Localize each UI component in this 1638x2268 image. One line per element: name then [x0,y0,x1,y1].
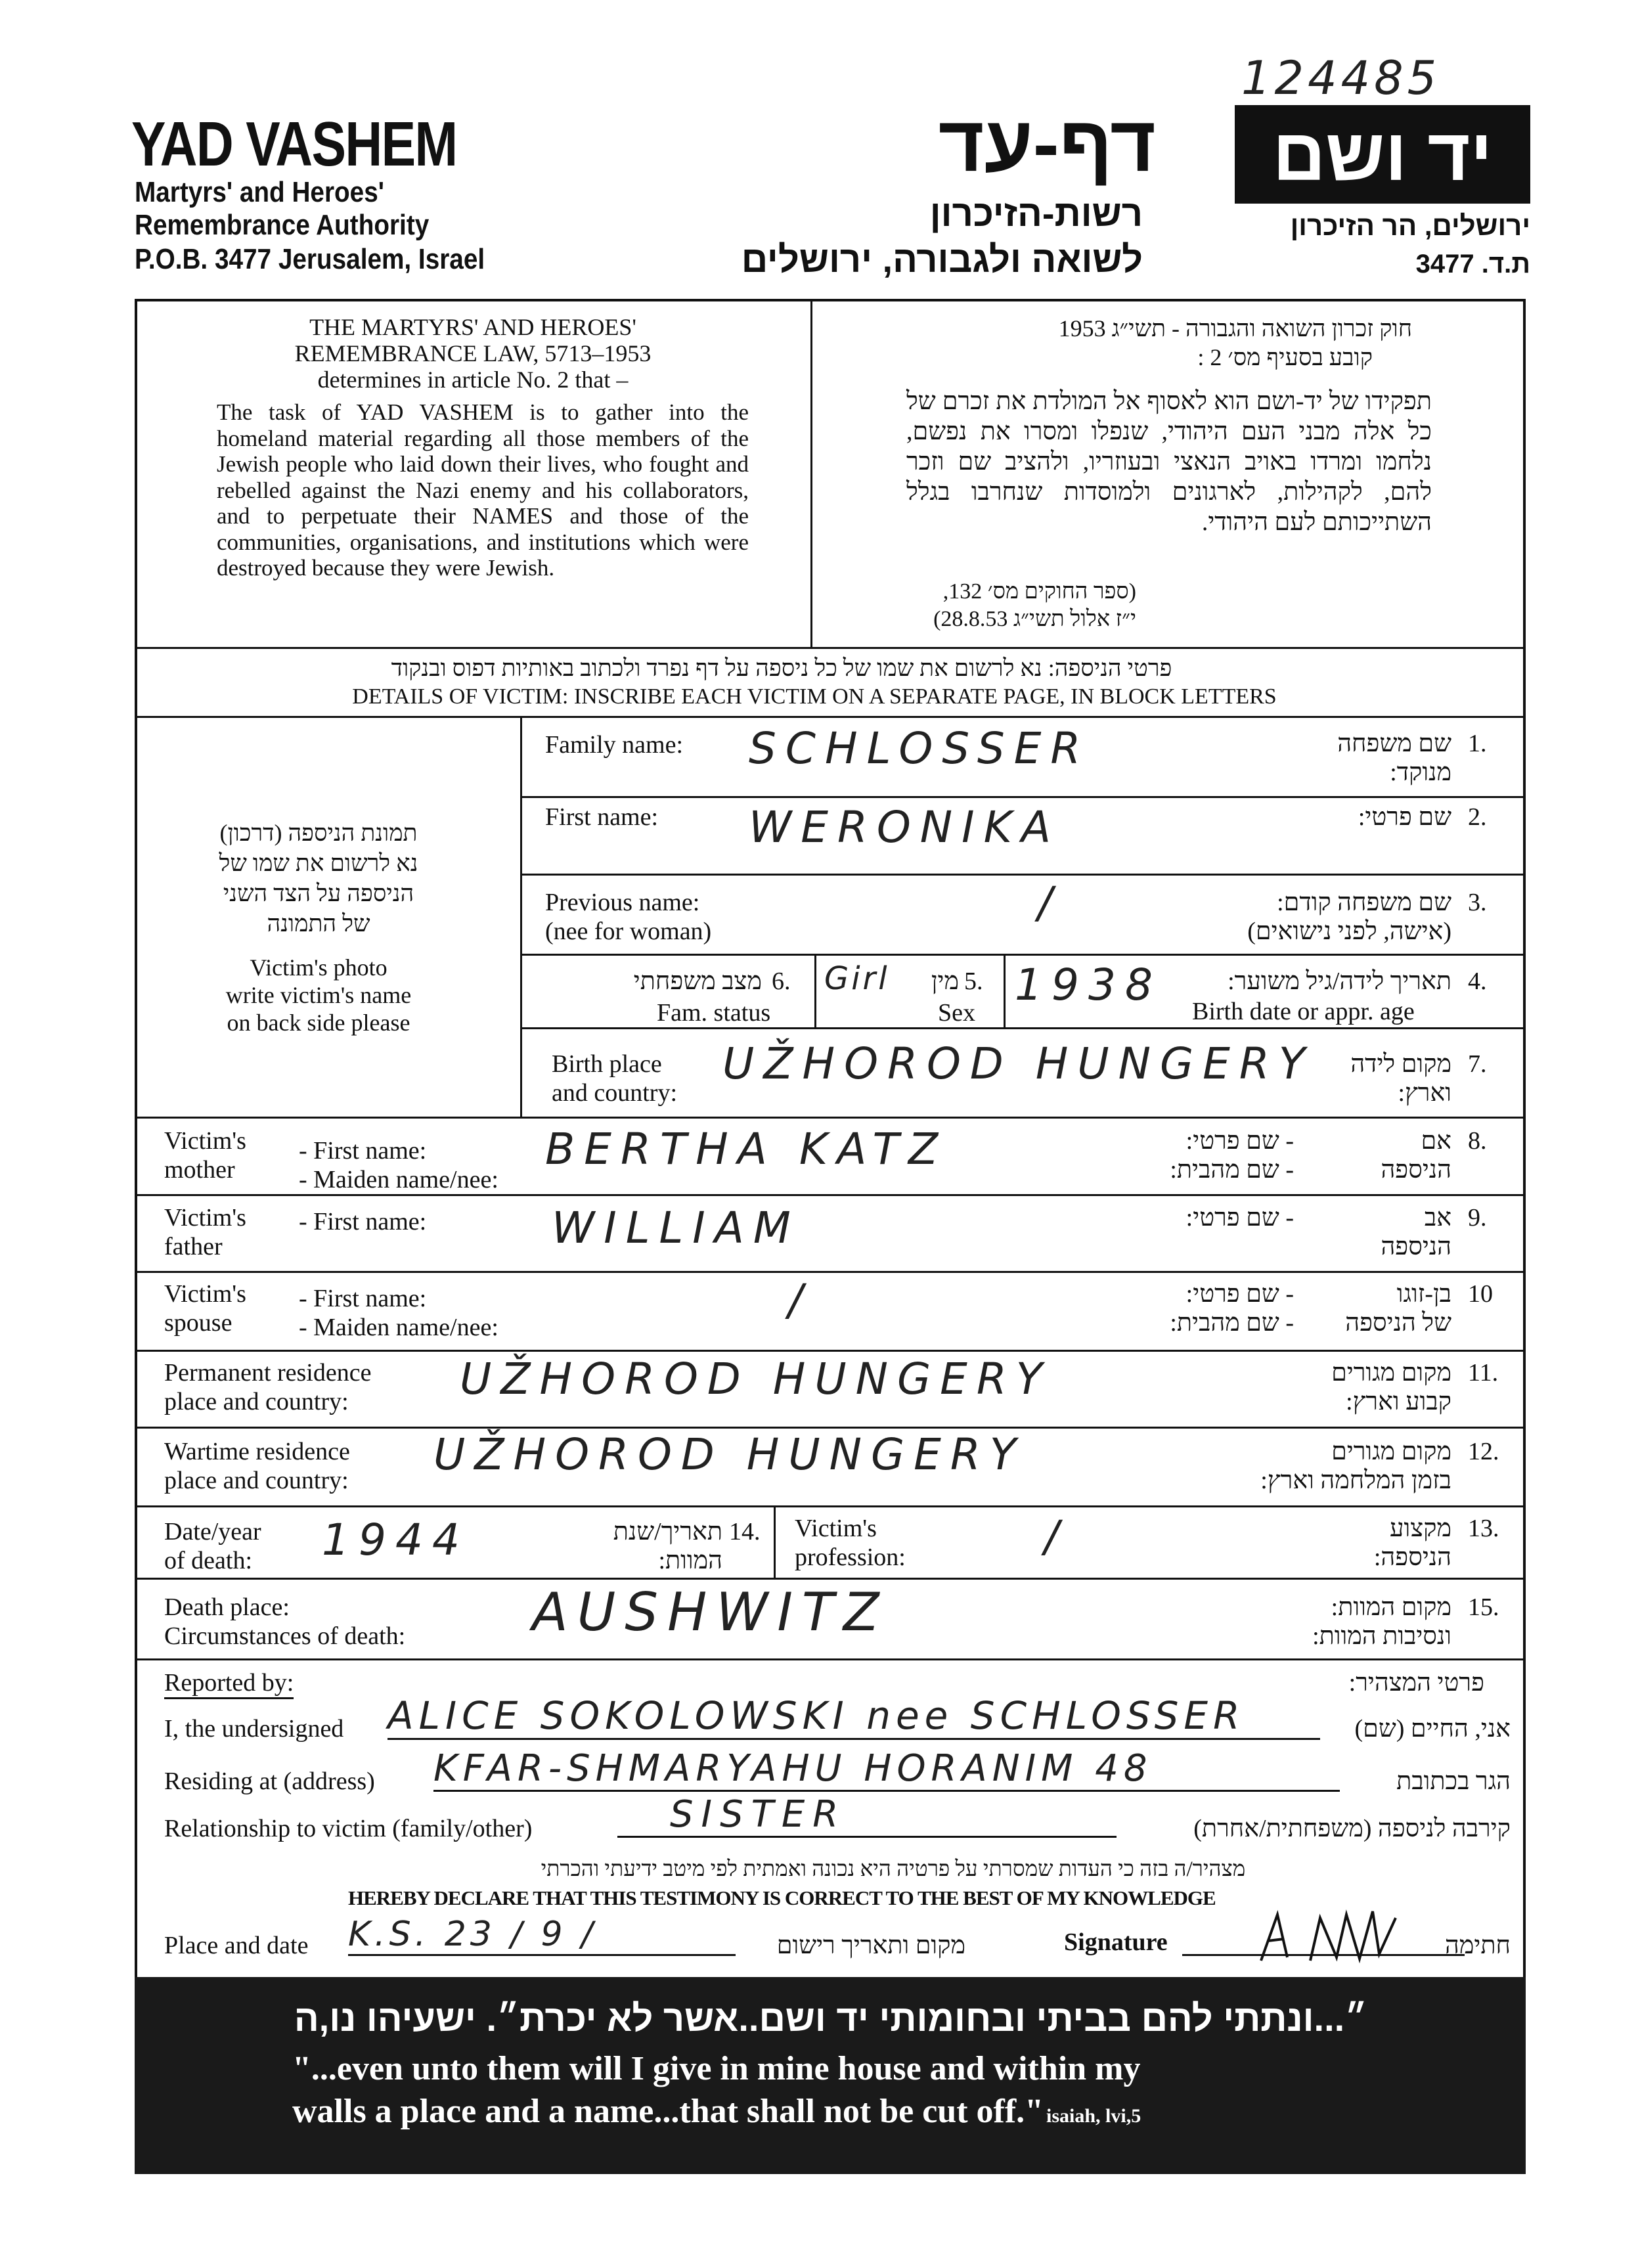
father-he2: הניספה [1381,1233,1451,1260]
law-en-title2: REMEMBRANCE LAW, 5713–1953 [294,340,652,367]
death-place-label [164,1593,405,1651]
footer-he: ״...ונתתי להם בביתי ובחומותי יד ושם..אשר לא יכרת״. ישעיהו נו,ה [294,1997,1368,2039]
birth-place-num: 7. [1468,1050,1487,1078]
first-name-label: First name: [545,803,659,831]
death-date-value: 1944 [322,1515,469,1565]
spouse-he1: בן-זוגו [1396,1280,1451,1308]
father-value: WILLIAM [552,1203,800,1253]
law-en-title1: THE MARTYRS' AND HEROES' [309,314,636,340]
details-en: DETAILS OF VICTIM: INSCRIBE EACH VICTIM ON A SEPARATE PAGE, IN BLOCK LETTERS [352,684,1277,709]
permanent-label1: Permanent residence [164,1359,372,1387]
status-divider [814,954,816,1027]
law-he-title1: חוק זכרון השואה והגבורה - תשי״ג 1953 [1058,315,1412,342]
heb-sub1: רשות-הזיכרון [929,192,1143,234]
reporter-address: KFAR-SHMARYAHU HORANIM 48 [433,1747,1340,1792]
residing-he: הגר בכתובת [1396,1768,1511,1795]
family-name-label: Family name: [545,731,684,759]
death-place-label1: Death place: [164,1593,290,1621]
permanent-value: UŽHOROD HUNGERY [460,1354,1052,1404]
profession-num: 13. [1468,1515,1499,1542]
signature-label: Signature [1064,1928,1168,1956]
birth-place-he [1320,1050,1451,1107]
status-num: 6. [772,967,791,995]
family-name-num: 1. [1468,730,1487,757]
signature-he: חתימה [1444,1932,1511,1959]
undersigned-label: I, the undersigned [164,1715,344,1743]
previous-name-label [545,888,711,946]
sex-divider [1004,954,1006,1027]
relationship-label: Relationship to victim (family/other) [164,1815,533,1842]
wartime-num: 12. [1468,1438,1499,1465]
law-he-title [834,314,1412,372]
death-date-he2: המוות: [658,1547,722,1574]
birth-date-value: 1938 [1015,960,1162,1010]
rule-row1 [520,796,1526,798]
place-date-he: מקום ותאריך רישום [776,1932,965,1959]
death-place-he1: מקום המוות: [1331,1593,1451,1621]
father-he [1333,1203,1451,1261]
place-date-label: Place and date [164,1932,309,1959]
profession-label2: profession: [795,1544,906,1571]
yad-vashem-logo [1235,105,1530,204]
law-en-title3: determines in article No. 2 that – [317,367,629,393]
rule-row4 [520,1027,1526,1029]
wartime-he1: מקום מגורים [1331,1438,1451,1465]
profession-value: / [1044,1511,1069,1562]
org-sub1: Martyrs' and Heroes' [135,176,384,208]
org-name: YAD VASHEM [131,109,457,179]
birth-place-label2: and country: [552,1079,678,1107]
father-he1: אב [1424,1204,1451,1232]
birth-place-label [552,1050,677,1107]
declare-he: מצהיר/ה בזה כי העדות שמסרתי על פרטיה היא נכונה ואמתית לפי מיטב ידיעתי והכרתי [541,1857,1246,1881]
family-name-value: SCHLOSSER [749,723,1090,774]
birth-date-he: תאריך לידה/גיל משוער: [1228,967,1451,995]
rule-row2 [520,874,1526,876]
rule-row7 [135,1117,1526,1119]
spouse-label1: Victim's [164,1280,246,1308]
details-he: פרטי הניספה: נא לרשום את שמו של כל ניספה על דף נפרד ולכתוב באותיות דפוס ובנקוד [391,655,1172,681]
footer-band [135,1977,1526,2174]
mother-fields [299,1136,498,1194]
birth-date-num: 4. [1468,967,1487,995]
reporter-title: Reported by: [164,1668,294,1699]
footer-en2: walls a place and a name...that shall not be cut off." [292,2093,1044,2130]
previous-name-he [1117,888,1451,946]
permanent-he1: מקום מגורים [1331,1359,1451,1387]
reporter-he-title: פרטי המצהיר: [1348,1669,1484,1697]
first-name-num: 2. [1468,803,1487,831]
death-date-label2: of death: [164,1547,253,1574]
profession-label [795,1514,906,1572]
spouse-maiden-he: - שם מהבית: [1170,1309,1294,1337]
logo-text: יד ושם [1272,113,1493,196]
death-place-num: 15. [1468,1593,1499,1621]
wartime-he2: בזמן המלחמה וארץ: [1260,1467,1451,1494]
profession-label1: Victim's [795,1515,877,1542]
logo-pob: ת.ד. 3477 [1415,250,1530,278]
mother-first-label: - First name: [299,1137,427,1165]
rule-law-bottom [135,647,1526,649]
rule-row10 [135,1350,1526,1352]
rule-row11 [135,1427,1526,1429]
sex-en: Sex [938,999,975,1027]
birth-place-label1: Birth place [552,1050,662,1078]
previous-name-label1: Previous name: [545,889,700,916]
photo-he [171,818,466,939]
mother-label2: mother [164,1156,235,1184]
death-place-label2: Circumstances of death: [164,1622,406,1650]
previous-name-value: / [1038,878,1062,928]
permanent-num: 11. [1468,1359,1499,1387]
law-he-body: תפקידו של יד-ושם הוא לאסוף אל המולדת את זכרם של כל אלה מבני העם היהודי, שנפלו ומסרו את נפשם, נלחמו ומרדו באויב הנאצי ובעוזריו, ולהציב שם וזכר להם, לקהילות, לארגונים ולמוסדות שנחרבו בגלל השתייכותם לעם היהודי. [906,388,1432,536]
footer-ref: isaiah, lvi,5 [1046,2105,1141,2127]
birth-place-he2: וארץ: [1398,1079,1451,1107]
footer-en2-line [292,2092,1141,2131]
rule-row9 [135,1271,1526,1273]
law-he-ref [854,578,1136,633]
spouse-maiden-label: - Maiden name/nee: [299,1314,498,1341]
spouse-he [1287,1279,1451,1337]
birth-date-en: Birth date or appr. age [1192,998,1415,1025]
logo-sub: ירושלים, הר הזיכרון [1290,210,1530,241]
sex-num: 5. [964,967,983,995]
rule-row13 [135,1578,1526,1580]
father-first-he: - שם פרטי: [1185,1204,1294,1232]
mother-he2: הניספה [1381,1156,1451,1184]
law-he-ref1: (ספר החוקים מס׳ 132, [942,579,1136,604]
law-en-body: The task of YAD VASHEM is to gather into the homeland material regarding all those members of the Jewish people who laid down their lives, who fought and rebelled against the Nazi enemy and his collaborators, and to perpetuate their NAMES and those of the communities, organisations, and institutions which were destroyed because they were Jewish. [217,399,749,581]
birth-place-value: UŽHOROD HUNGERY [722,1038,1315,1089]
previous-name-num: 3. [1468,889,1487,916]
wartime-label1: Wartime residence [164,1438,350,1465]
wartime-label2: place and country: [164,1467,349,1494]
family-name-he [1215,729,1451,787]
spouse-first-he: - שם פרטי: [1185,1280,1294,1308]
previous-name-label2: (nee for woman) [545,918,712,945]
death-place-he2: ונסיבות המוות: [1312,1622,1451,1650]
death-place-he [1248,1593,1451,1651]
mother-label [164,1126,246,1184]
reporter-name: ALICE SOKOLOWSKI nee SCHLOSSER [387,1693,1320,1740]
father-first-label: - First name: [299,1208,427,1235]
permanent-he [1287,1358,1451,1416]
law-en-title [151,314,795,393]
death-place-value: AUSHWITZ [532,1582,889,1643]
previous-name-he2: (אישה, לפני נישואים) [1247,918,1451,945]
spouse-label [164,1279,246,1337]
wartime-value: UŽHOROD HUNGERY [433,1429,1026,1480]
rule-row12 [135,1505,1526,1507]
rule-details-bottom [135,716,1526,718]
mother-num: 8. [1468,1127,1487,1155]
photo-he3: הניספה על הצד השני [223,880,414,906]
record-number: 124485 [1241,51,1441,105]
rule-row8 [135,1194,1526,1196]
sex-he: מין [931,967,959,995]
declare-en: HEREBY DECLARE THAT THIS TESTIMONY IS CORRECT TO THE BEST OF MY KNOWLEDGE [348,1886,1216,1909]
death-date-he1: תאריך/שנת [613,1518,722,1545]
family-name-he2: מנוקד: [1390,759,1451,786]
relationship-he: קירבה לניספה (משפחתית/אחרת) [1193,1815,1511,1842]
mother-value: BERTHA KATZ [545,1124,948,1174]
status-en: Fam. status [657,999,771,1027]
org-sub2: Remembrance Authority [135,209,430,241]
photo-en [171,954,466,1036]
spouse-value: / [788,1275,812,1325]
footer-en1: "...even unto them will I give in mine house and within my [292,2050,1141,2087]
mother-maiden-label: - Maiden name/nee: [299,1166,498,1193]
first-name-he: שם פרטי: [1358,803,1451,831]
mother-maiden-he: - שם מהבית: [1170,1156,1294,1184]
photo-divider [520,716,522,1117]
death-date-num: 14. [729,1518,761,1545]
death-date-label [164,1517,261,1575]
handwritten-signature [1248,1905,1445,1964]
death-date-label1: Date/year [164,1518,261,1545]
residing-label: Residing at (address) [164,1768,375,1795]
heb-sub2: לשואה ולגבורה, ירושלים [741,238,1143,280]
law-he-title2: קובע בסעיף מס׳ 2 : [1197,344,1373,370]
father-label1: Victim's [164,1204,246,1232]
permanent-label [164,1358,371,1416]
place-date-value: K.S. 23 / 9 / [348,1915,736,1956]
heb-title: דף-עד [938,100,1156,188]
wartime-he [1215,1437,1451,1495]
death-date-he [565,1517,722,1575]
mother-label1: Victim's [164,1127,246,1155]
mother-he-fields [1117,1126,1294,1184]
status-he: מצב משפחתי [633,967,762,995]
spouse-first-label: - First name: [299,1285,427,1312]
permanent-label2: place and country: [164,1388,349,1415]
spouse-num: 10 [1468,1280,1493,1308]
photo-he2: נא לרשום את שמו של [219,850,418,876]
org-address: P.O.B. 3477 Jerusalem, Israel [135,243,485,275]
profession-he [1287,1514,1451,1572]
profession-he2: הניספה: [1373,1544,1451,1571]
reporter-relation: SISTER [617,1793,1117,1838]
photo-he4: של התמונה [267,910,370,937]
father-num: 9. [1468,1204,1487,1232]
law-divider [810,299,812,647]
mother-he1: אם [1421,1127,1451,1155]
photo-en1: Victim's photo [250,954,387,981]
rule-row15 [135,1658,1526,1660]
mother-he [1333,1126,1451,1184]
previous-name-he1: שם משפחה קודם: [1277,889,1451,916]
wartime-label [164,1437,350,1495]
spouse-fields [299,1284,498,1342]
spouse-label2: spouse [164,1309,232,1337]
father-label2: father [164,1233,223,1260]
permanent-he2: קבוע וארץ: [1346,1388,1451,1415]
profession-he1: מקצוע [1390,1515,1451,1542]
family-name-he1: שם משפחה [1337,730,1451,757]
photo-he1: תמונת הניספה (דרכון) [219,820,418,846]
father-label [164,1203,246,1261]
mother-first-he: - שם פרטי: [1185,1127,1294,1155]
first-name-value: WERONIKA [749,802,1061,853]
spouse-he-fields [1117,1279,1294,1337]
death-date-divider [774,1505,776,1578]
spouse-he2: של הניספה [1345,1309,1451,1337]
undersigned-he: אני, החיים (שם) [1354,1715,1511,1743]
photo-en2: write victim's name [225,982,412,1008]
rule-row3 [520,954,1526,956]
birth-place-he1: מקום לידה [1350,1050,1451,1078]
photo-en3: on back side please [227,1010,410,1036]
law-he-ref2: י״ז אלול תשי״ג 28.8.53) [933,607,1136,631]
sex-value: Girl [824,960,890,997]
